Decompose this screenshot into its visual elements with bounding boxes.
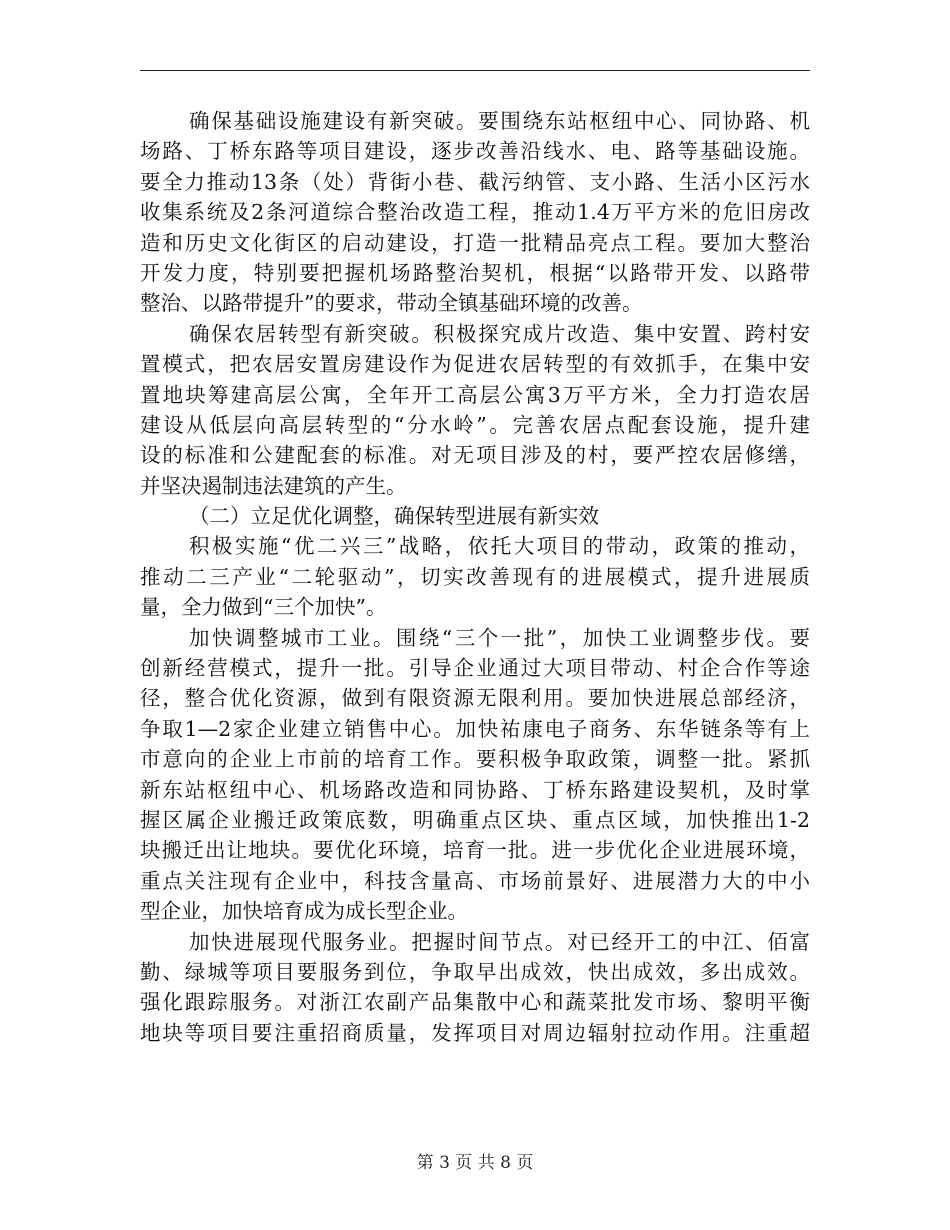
section-heading: （二）立足优化调整，确保转型进展有新实效 [189,504,599,529]
paragraph-line: 强化跟踪服务。对浙江农副产品集散中心和蔬菜批发市场、黎明平衡 [140,990,810,1015]
paragraph-line: 开发力度，特别要把握机场路整治契机，根据“以路带开发、以路带 [140,260,810,285]
paragraph-line: 型企业，加快培育成为成长型企业。 [140,899,468,924]
paragraph-line: 积极实施“优二兴三”战略，依托大项目的带动，政策的推动， [189,534,810,559]
paragraph-line: 径，整合优化资源，做到有限资源无限利用。要加快进展总部经济， [140,686,810,711]
paragraph-line: 设的标准和公建配套的标准。对无项目涉及的村，要严控农居修缮， [140,443,810,468]
paragraph-line: 场路、丁桥东路等项目建设，逐步改善沿线水、电、路等基础设施。 [140,139,810,164]
paragraph-line: 新东站枢纽中心、机场路改造和同协路、丁桥东路建设契机，及时掌 [140,777,810,802]
paragraph-line: 地块等项目要注重招商质量，发挥项目对周边辐射拉动作用。注重超 [140,1020,810,1045]
paragraph-line: 市意向的企业上市前的培育工作。要积极争取政策，调整一批。紧抓 [140,747,810,772]
paragraph-line: 争取1—2家企业建立销售中心。加快祐康电子商务、东华链条等有上 [140,716,810,741]
paragraph-line: 造和历史文化街区的启动建设，打造一批精品亮点工程。要加大整治 [140,230,810,255]
paragraph-line: 置地块筹建高层公寓，全年开工高层公寓3万平方米，全力打造农居 [140,382,810,407]
paragraph-line: 量，全力做到“三个加快”。 [140,595,387,620]
document-body [140,106,810,1048]
paragraph-line: 收集系统及2条河道综合整治改造工程，推动1.4万平方米的危旧房改 [140,200,810,225]
paragraph-line: 建设从低层向高层转型的“分水岭”。完善农居点配套设施，提升建 [140,412,810,437]
paragraph-line: 块搬迁出让地块。要优化环境，培育一批。进一步优化企业进展环境， [140,838,810,863]
paragraph-line: 握区属企业搬迁政策底数，明确重点区块、重点区域，加快推出1-2 [140,807,810,832]
page-number-footer: 第 3 页 共 8 页 [416,1153,534,1173]
paragraph-line: 创新经营模式，提升一批。引导企业通过大项目带动、村企合作等途 [140,656,810,681]
paragraph-line: 并坚决遏制违法建筑的产生。 [140,473,407,498]
paragraph-line: 确保农居转型有新突破。积极探究成片改造、集中安置、跨村安 [189,321,810,346]
paragraph-line: 整治、以路带提升”的要求，带动全镇基础环境的改善。 [140,291,643,316]
paragraph-line: 加快进展现代服务业。把握时间节点。对已经开工的中江、佰富 [189,929,810,954]
paragraph-line: 勤、绿城等项目要服务到位，争取早出成效，快出成效，多出成效。 [140,959,810,984]
paragraph-line: 确保基础设施建设有新突破。要围绕东站枢纽中心、同协路、机 [189,109,810,133]
paragraph-line: 加快调整城市工业。围绕“三个一批”，加快工业调整步伐。要 [189,625,810,650]
paragraph-line: 推动二三产业“二轮驱动”，切实改善现有的进展模式，提升进展质 [140,564,810,589]
paragraph-line: 要全力推动13条（处）背街小巷、截污纳管、支小路、生活小区污水 [140,169,810,194]
paragraph-line: 重点关注现有企业中，科技含量高、市场前景好、进展潜力大的中小 [140,868,810,893]
paragraph-line: 置模式，把农居安置房建设作为促进农居转型的有效抓手，在集中安 [140,352,810,377]
header-rule [140,70,810,71]
